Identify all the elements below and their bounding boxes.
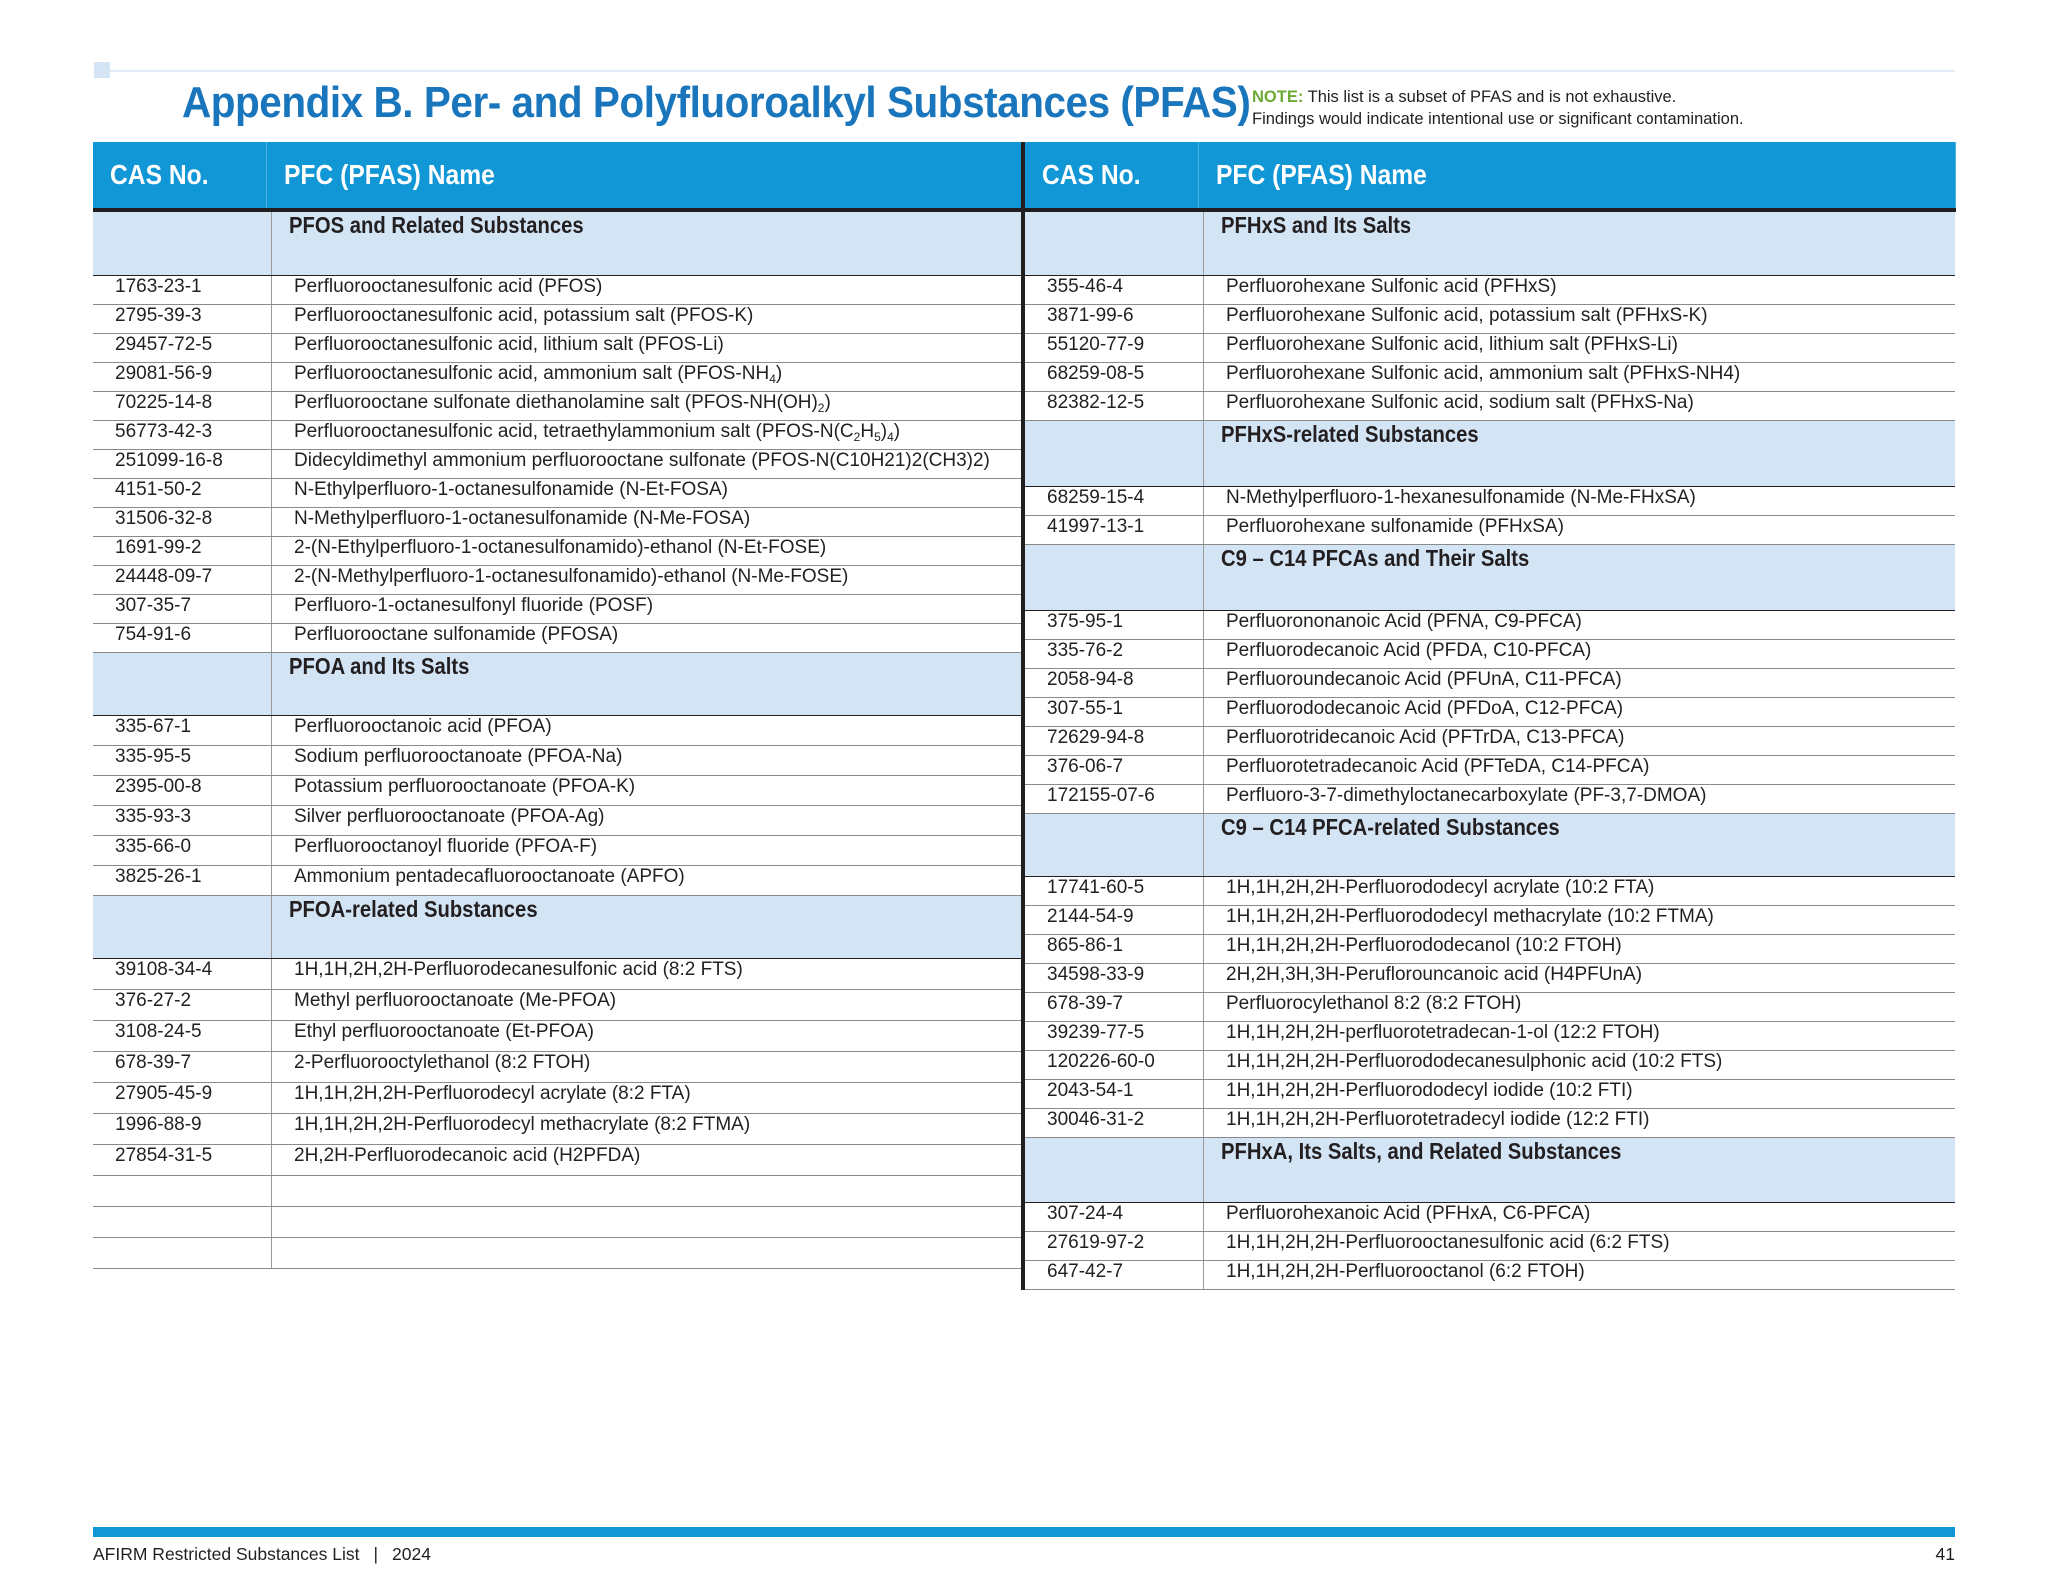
cas-number: 251099-16-8 [93, 449, 272, 478]
cas-number: 39108-34-4 [93, 958, 272, 989]
table-row [93, 958, 1021, 989]
table-row [93, 775, 1021, 805]
cas-number: 307-55-1 [1025, 697, 1204, 726]
substance-name: 1H,1H,2H,2H-Perfluorododecyl methacrylate (10:2 FTMA) [1204, 905, 1956, 934]
substance-name: 1H,1H,2H,2H-Perfluorotetradecyl iodide (12:2 FTI) [1204, 1108, 1956, 1137]
substance-name: Perfluorohexane Sulfonic acid (PFHxS) [1204, 275, 1956, 304]
substance-name: Perfluoroundecanoic Acid (PFUnA, C11-PFCA) [1204, 668, 1956, 697]
cas-number: 56773-42-3 [93, 420, 272, 449]
section-header-blank [1025, 813, 1204, 876]
left-list [93, 212, 1021, 1269]
table-row [1025, 784, 1955, 813]
table-row [93, 275, 1021, 304]
cas-number: 3825-26-1 [93, 865, 272, 895]
substance-name [272, 1206, 1022, 1237]
section-header-blank [93, 652, 272, 715]
cas-number: 376-27-2 [93, 989, 272, 1020]
table-row [93, 989, 1021, 1020]
table-row [93, 1237, 1021, 1268]
cas-number: 1691-99-2 [93, 536, 272, 565]
cas-number [93, 1237, 272, 1268]
cas-number: 68259-08-5 [1025, 362, 1204, 391]
substance-name: 1H,1H,2H,2H-Perfluorooctanesulfonic acid (6:2 FTS) [1204, 1231, 1956, 1260]
cas-number: 30046-31-2 [1025, 1108, 1204, 1137]
substance-name: Methyl perfluorooctanoate (Me-PFOA) [272, 989, 1022, 1020]
substance-name: Perfluorotridecanoic Acid (PFTrDA, C13-PFCA) [1204, 726, 1956, 755]
cas-number: 72629-94-8 [1025, 726, 1204, 755]
header-name-left: PFC (PFAS) Name [266, 142, 1023, 210]
note-line-1: This list is a subset of PFAS and is not exhaustive. [1307, 88, 1677, 106]
cas-number: 335-76-2 [1025, 639, 1204, 668]
substance-name: Perfluorooctanesulfonic acid, tetraethylammonium salt $(PFOS-N(C_2H_5)_4)$ [272, 420, 1022, 449]
table-row [1025, 610, 1955, 639]
substance-name: Perfluorooctanesulfonic acid, ammonium salt $(PFOS-NH_4)$ [272, 362, 1022, 391]
left-half [93, 210, 1023, 1290]
substance-name: Perfluorooctane sulfonamide (PFOSA) [272, 623, 1022, 652]
cas-number: 172155-07-6 [1025, 784, 1204, 813]
substance-name: Perfluorododecanoic Acid (PFDoA, C12-PFCA) [1204, 697, 1956, 726]
cas-number: 376-06-7 [1025, 755, 1204, 784]
table-row [93, 1051, 1021, 1082]
corner-mark [94, 62, 110, 78]
cas-number: 82382-12-5 [1025, 391, 1204, 420]
section-header-blank [93, 895, 272, 958]
table-row [1025, 668, 1955, 697]
cas-number: 41997-13-1 [1025, 515, 1204, 544]
table-row [93, 536, 1021, 565]
substance-name: N-Ethylperfluoro-1-octanesulfonamide (N-Et-FOSA) [272, 478, 1022, 507]
table-row [93, 745, 1021, 775]
section-header-blank [1025, 212, 1204, 275]
cas-number: 17741-60-5 [1025, 876, 1204, 905]
substance-name: N-Methylperfluoro-1-octanesulfonamide (N-Me-FOSA) [272, 507, 1022, 536]
page-number: 41 [1935, 1544, 1955, 1564]
substance-name: Perfluorohexane Sulfonic acid, sodium salt (PFHxS-Na) [1204, 391, 1956, 420]
substance-name: Perfluorotetradecanoic Acid (PFTeDA, C14-PFCA) [1204, 755, 1956, 784]
cas-number: 3108-24-5 [93, 1020, 272, 1051]
table-row [93, 594, 1021, 623]
section-header-row [93, 895, 1021, 958]
substance-name: Perfluorooctanesulfonic acid, lithium salt (PFOS-Li) [272, 333, 1022, 362]
section-title: PFHxS and Its Salts [1204, 212, 1956, 275]
cas-number: 27905-45-9 [93, 1082, 272, 1113]
table-row [93, 420, 1021, 449]
cas-number: 24448-09-7 [93, 565, 272, 594]
cas-number: 678-39-7 [93, 1051, 272, 1082]
page-title: Appendix B. Per- and Polyfluoroalkyl Substances (PFAS) [182, 78, 1251, 127]
cas-number: 27619-97-2 [1025, 1231, 1204, 1260]
cas-number: 678-39-7 [1025, 992, 1204, 1021]
substance-name: Perfluorohexane Sulfonic acid, ammonium salt (PFHxS-NH4) [1204, 362, 1956, 391]
substance-name: Perfluorooctanesulfonic acid (PFOS) [272, 275, 1022, 304]
substance-name: Perfluoro-1-octanesulfonyl fluoride (POSF) [272, 594, 1022, 623]
table-row [93, 478, 1021, 507]
table-row [1025, 992, 1955, 1021]
table-row [93, 1144, 1021, 1175]
substance-name: 1H,1H,2H,2H-Perfluorododecyl iodide (10:2 FTI) [1204, 1079, 1956, 1108]
table-row [1025, 362, 1955, 391]
cas-number: 355-46-4 [1025, 275, 1204, 304]
substance-name: 1H,1H,2H,2H-Perfluorodecyl methacrylate (8:2 FTMA) [272, 1113, 1022, 1144]
cas-number: 29081-56-9 [93, 362, 272, 391]
table-row [93, 304, 1021, 333]
table-row [1025, 905, 1955, 934]
substance-name: 1H,1H,2H,2H-Perfluorooctanol (6:2 FTOH) [1204, 1260, 1956, 1289]
footer-doc-title: AFIRM Restricted Substances List | 2024 [93, 1544, 431, 1564]
table-row [93, 565, 1021, 594]
substance-name: N-Methylperfluoro-1-hexanesulfonamide (N-Me-FHxSA) [1204, 486, 1956, 515]
cas-number: 27854-31-5 [93, 1144, 272, 1175]
note-line-2: Findings would indicate intentional use or significant contamination. [1252, 110, 1744, 128]
table-row [1025, 1050, 1955, 1079]
substance-name: 2H,2H,3H,3H-Peruflorouncanoic acid (H4PFUnA) [1204, 963, 1956, 992]
cas-number: 4151-50-2 [93, 478, 272, 507]
table-row [93, 1175, 1021, 1206]
table-row [1025, 304, 1955, 333]
substance-name: Perfluorononanoic Acid (PFNA, C9-PFCA) [1204, 610, 1956, 639]
substance-name: 1H,1H,2H,2H-Perfluorododecanesulphonic acid (10:2 FTS) [1204, 1050, 1956, 1079]
substance-name: Silver perfluorooctanoate (PFOA-Ag) [272, 805, 1022, 835]
table-row [93, 1206, 1021, 1237]
cas-number: 39239-77-5 [1025, 1021, 1204, 1050]
substance-name: Potassium perfluorooctanoate (PFOA-K) [272, 775, 1022, 805]
cas-number: 2144-54-9 [1025, 905, 1204, 934]
substance-name: Perfluorooctane sulfonate diethanolamine salt $(PFOS-NH(OH)_2)$ [272, 391, 1022, 420]
section-header-row [93, 212, 1021, 275]
section-header-row [1025, 1137, 1955, 1202]
table-row [93, 449, 1021, 478]
cas-number: 754-91-6 [93, 623, 272, 652]
cas-number: 2395-00-8 [93, 775, 272, 805]
substance-name: 1H,1H,2H,2H-perfluorotetradecan-1-ol (12:2 FTOH) [1204, 1021, 1956, 1050]
cas-number: 2795-39-3 [93, 304, 272, 333]
section-header-blank [1025, 420, 1204, 486]
substance-name: 2-Perfluorooctylethanol (8:2 FTOH) [272, 1051, 1022, 1082]
substance-name: Perfluorooctanesulfonic acid, potassium salt (PFOS-K) [272, 304, 1022, 333]
substance-name: Perfluorocylethanol 8:2 (8:2 FTOH) [1204, 992, 1956, 1021]
cas-number: 335-95-5 [93, 745, 272, 775]
section-header-row [93, 652, 1021, 715]
table-row [1025, 515, 1955, 544]
substance-name [272, 1175, 1022, 1206]
table-row [1025, 333, 1955, 362]
note-label: NOTE: [1252, 88, 1304, 106]
substance-name: Didecyldimethyl ammonium perfluorooctane sulfonate (PFOS-N(C10H21)2(CH3)2) [272, 449, 1022, 478]
substance-name: 1H,1H,2H,2H-Perfluorododecyl acrylate (10:2 FTA) [1204, 876, 1956, 905]
cas-number: 2058-94-8 [1025, 668, 1204, 697]
table-row [1025, 755, 1955, 784]
pfas-table [93, 142, 1956, 1290]
cas-number: 55120-77-9 [1025, 333, 1204, 362]
substance-name: 2-(N-Ethylperfluoro-1-octanesulfonamido)-ethanol (N-Et-FOSE) [272, 536, 1022, 565]
section-title: C9 – C14 PFCA-related Substances [1204, 813, 1956, 876]
table-row [93, 835, 1021, 865]
section-header-row [1025, 813, 1955, 876]
substance-name: 1H,1H,2H,2H-Perfluorododecanol (10:2 FTOH) [1204, 934, 1956, 963]
section-title: PFOS and Related Substances [272, 212, 1022, 275]
top-rule [110, 70, 1955, 72]
table-row [93, 865, 1021, 895]
table-row [1025, 934, 1955, 963]
table-row [93, 1020, 1021, 1051]
section-title: PFOA and Its Salts [272, 652, 1022, 715]
cas-number: 1763-23-1 [93, 275, 272, 304]
substance-name: 1H,1H,2H,2H-Perfluorodecyl acrylate (8:2 FTA) [272, 1082, 1022, 1113]
table-row [1025, 1202, 1955, 1231]
section-title: PFHxS-related Substances [1204, 420, 1956, 486]
section-header-blank [1025, 544, 1204, 610]
substance-name: Perfluorooctanoyl fluoride (PFOA-F) [272, 835, 1022, 865]
table-row [1025, 391, 1955, 420]
section-title: PFOA-related Substances [272, 895, 1022, 958]
section-header-row [1025, 544, 1955, 610]
header-cas-right: CAS No. [1023, 142, 1198, 210]
substance-name: 1H,1H,2H,2H-Perfluorodecanesulfonic acid (8:2 FTS) [272, 958, 1022, 989]
cas-number: 29457-72-5 [93, 333, 272, 362]
cas-number: 335-66-0 [93, 835, 272, 865]
note-box [1252, 86, 1744, 130]
substance-name: Perfluorooctanoic acid (PFOA) [272, 715, 1022, 745]
cas-number: 335-67-1 [93, 715, 272, 745]
right-half [1023, 210, 1955, 1290]
table-row [1025, 275, 1955, 304]
table-row [1025, 726, 1955, 755]
table-row [93, 333, 1021, 362]
cas-number: 31506-32-8 [93, 507, 272, 536]
substance-name: Perfluorohexane Sulfonic acid, lithium salt (PFHxS-Li) [1204, 333, 1956, 362]
cas-number: 2043-54-1 [1025, 1079, 1204, 1108]
section-header-row [1025, 212, 1955, 275]
table-row [93, 507, 1021, 536]
table-row [1025, 876, 1955, 905]
cas-number [93, 1175, 272, 1206]
substance-name [272, 1237, 1022, 1268]
substance-name: Sodium perfluorooctanoate (PFOA-Na) [272, 745, 1022, 775]
substance-name: Ethyl perfluorooctanoate (Et-PFOA) [272, 1020, 1022, 1051]
table-row [1025, 697, 1955, 726]
table-row [93, 391, 1021, 420]
substance-name: Perfluorohexanoic Acid (PFHxA, C6-PFCA) [1204, 1202, 1956, 1231]
footer-bar [93, 1527, 1955, 1537]
header-name-right: PFC (PFAS) Name [1198, 142, 1955, 210]
substance-name: 2-(N-Methylperfluoro-1-octanesulfonamido)-ethanol (N-Me-FOSE) [272, 565, 1022, 594]
table-row [1025, 1021, 1955, 1050]
table-row [1025, 486, 1955, 515]
section-header-row [1025, 420, 1955, 486]
cas-number: 865-86-1 [1025, 934, 1204, 963]
table-row [93, 805, 1021, 835]
header-cas-left: CAS No. [93, 142, 266, 210]
substance-name: Ammonium pentadecafluorooctanoate (APFO) [272, 865, 1022, 895]
right-list [1025, 212, 1955, 1290]
table-header-row [93, 142, 1955, 210]
section-header-blank [1025, 1137, 1204, 1202]
table-row [1025, 1231, 1955, 1260]
cas-number [93, 1206, 272, 1237]
cas-number: 647-42-7 [1025, 1260, 1204, 1289]
cas-number: 120226-60-0 [1025, 1050, 1204, 1079]
table-row [1025, 1079, 1955, 1108]
cas-number: 34598-33-9 [1025, 963, 1204, 992]
table-row [93, 1113, 1021, 1144]
table-row [93, 623, 1021, 652]
table-row [1025, 639, 1955, 668]
cas-number: 375-95-1 [1025, 610, 1204, 639]
cas-number: 307-35-7 [93, 594, 272, 623]
table-row [1025, 963, 1955, 992]
table-row [1025, 1260, 1955, 1289]
cas-number: 3871-99-6 [1025, 304, 1204, 333]
table-row [93, 1082, 1021, 1113]
substance-name: Perfluorohexane Sulfonic acid, potassium salt (PFHxS-K) [1204, 304, 1956, 333]
cas-number: 68259-15-4 [1025, 486, 1204, 515]
cas-number: 335-93-3 [93, 805, 272, 835]
substance-name: Perfluoro-3-7-dimethyloctanecarboxylate (PF-3,7-DMOA) [1204, 784, 1956, 813]
substance-name: 2H,2H-Perfluorodecanoic acid (H2PFDA) [272, 1144, 1022, 1175]
cas-number: 307-24-4 [1025, 1202, 1204, 1231]
table-row [93, 715, 1021, 745]
section-title: PFHxA, Its Salts, and Related Substances [1204, 1137, 1956, 1202]
section-header-blank [93, 212, 272, 275]
table-row [1025, 1108, 1955, 1137]
substance-name: Perfluorodecanoic Acid (PFDA, C10-PFCA) [1204, 639, 1956, 668]
cas-number: 1996-88-9 [93, 1113, 272, 1144]
cas-number: 70225-14-8 [93, 391, 272, 420]
section-title: C9 – C14 PFCAs and Their Salts [1204, 544, 1956, 610]
substance-name: Perfluorohexane sulfonamide (PFHxSA) [1204, 515, 1956, 544]
table-row [93, 362, 1021, 391]
